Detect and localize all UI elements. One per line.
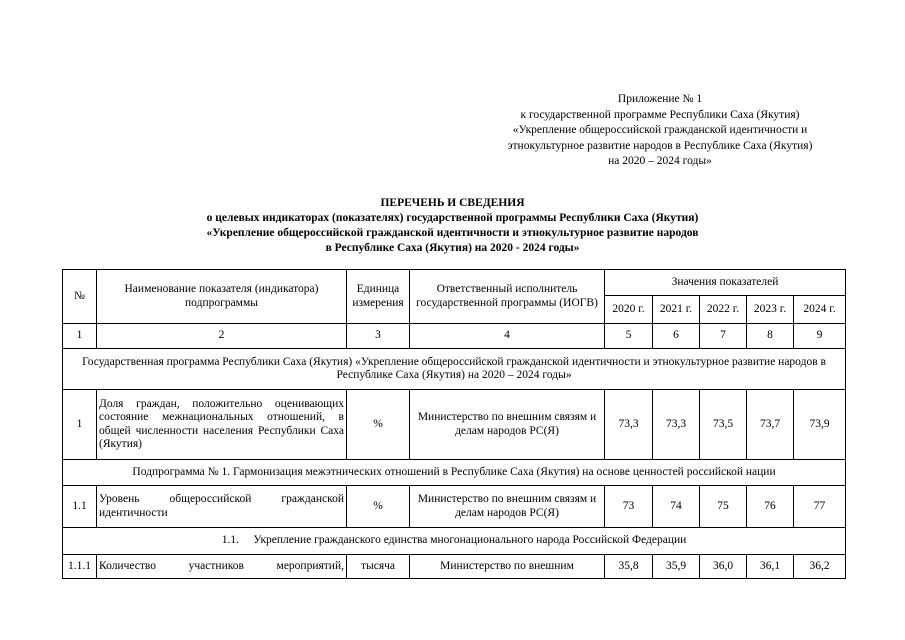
column-number: 8 xyxy=(747,324,794,349)
header-year: 2024 г. xyxy=(794,296,846,324)
appendix-line-4: этнокультурное развитие народов в Республике Саха (Якутия) xyxy=(507,139,813,152)
header-unit: Единица измерения xyxy=(347,270,410,324)
indicator-unit: тысяча xyxy=(347,555,410,579)
table-row xyxy=(63,390,846,460)
indicator-executor: Министерство по внешним xyxy=(410,555,605,579)
section-task-row: 1.1. Укрепление гражданского единства многонационального народа Российской Федерации xyxy=(63,528,846,555)
indicator-executor: Министерство по внешним связям и делам народов РС(Я) xyxy=(410,486,605,528)
appendix-line-1: Приложение № 1 xyxy=(617,93,703,105)
indicator-name: Количество участников мероприятий, xyxy=(97,555,347,579)
section-subprogram-row: Подпрограмма № 1. Гармонизация межэтнических отношений в Республике Саха (Якутия) на основе ценностей российской нации xyxy=(63,460,846,486)
header-executor: Ответственный исполнитель государственной программы (ИОГВ) xyxy=(410,270,605,324)
column-number: 1 xyxy=(63,324,97,349)
row-no: 1.1 xyxy=(63,486,97,528)
value-2022: 36,0 xyxy=(700,555,747,579)
column-number: 3 xyxy=(347,324,410,349)
title-line-1: ПЕРЕЧЕНЬ И СВЕДЕНИЯ xyxy=(380,197,525,209)
column-number: 2 xyxy=(97,324,347,349)
document-title xyxy=(100,196,805,256)
value-2024: 73,9 xyxy=(794,390,846,460)
column-number: 5 xyxy=(605,324,653,349)
header-year: 2021 г. xyxy=(653,296,700,324)
value-2021: 73,3 xyxy=(653,390,700,460)
table-row xyxy=(63,555,846,579)
header-year: 2022 г. xyxy=(700,296,747,324)
indicator-unit: % xyxy=(347,486,410,528)
appendix-block xyxy=(470,92,850,170)
indicator-unit: % xyxy=(347,390,410,460)
title-line-3: «Укрепление общероссийской гражданской идентичности и этнокультурное развитие народов xyxy=(206,227,699,239)
value-2022: 75 xyxy=(700,486,747,528)
value-2021: 74 xyxy=(653,486,700,528)
title-line-2: о целевых индикаторах (показателях) государственной программы Республики Саха (Якутия) xyxy=(206,212,699,224)
value-2020: 73,3 xyxy=(605,390,653,460)
column-number: 9 xyxy=(794,324,846,349)
value-2021: 35,9 xyxy=(653,555,700,579)
header-values: Значения показателей xyxy=(605,270,846,296)
appendix-line-3: «Укрепление общероссийской гражданской идентичности и xyxy=(512,124,808,136)
header-no: № xyxy=(63,270,97,324)
column-number: 4 xyxy=(410,324,605,349)
value-2024: 77 xyxy=(794,486,846,528)
title-line-4: в Республике Саха (Якутия) на 2020 - 2024 годы» xyxy=(325,242,580,254)
value-2020: 35,8 xyxy=(605,555,653,579)
value-2022: 73,5 xyxy=(700,390,747,460)
appendix-line-2: к государственной программе Республики Саха (Якутия) xyxy=(520,108,800,121)
column-number: 6 xyxy=(653,324,700,349)
header-year: 2023 г. xyxy=(747,296,794,324)
header-name: Наименование показателя (индикатора) подпрограммы xyxy=(97,270,347,324)
section-program-row: Государственная программа Республики Саха (Якутия) «Укрепление общероссийской гражданской идентичности и этнокультурное развитие народов в Республике Саха (Якутия) на 2020 – 2024 годы» xyxy=(63,349,846,390)
row-no: 1.1.1 xyxy=(63,555,97,579)
column-number: 7 xyxy=(700,324,747,349)
value-2023: 73,7 xyxy=(747,390,794,460)
value-2023: 36,1 xyxy=(747,555,794,579)
header-year: 2020 г. xyxy=(605,296,653,324)
value-2024: 36,2 xyxy=(794,555,846,579)
value-2020: 73 xyxy=(605,486,653,528)
row-no: 1 xyxy=(63,390,97,460)
table-row xyxy=(63,486,846,528)
indicators-table xyxy=(62,269,846,579)
appendix-line-5: на 2020 – 2024 годы» xyxy=(608,155,712,167)
indicator-executor: Министерство по внешним связям и делам народов РС(Я) xyxy=(410,390,605,460)
indicator-name: Доля граждан, положительно оценивающих состояние межнациональных отношений, в общей численности населения Республики Саха (Якутия) xyxy=(97,390,347,460)
indicator-name: Уровень общероссийской гражданской идентичности xyxy=(97,486,347,528)
value-2023: 76 xyxy=(747,486,794,528)
column-numbers-row xyxy=(63,324,846,349)
